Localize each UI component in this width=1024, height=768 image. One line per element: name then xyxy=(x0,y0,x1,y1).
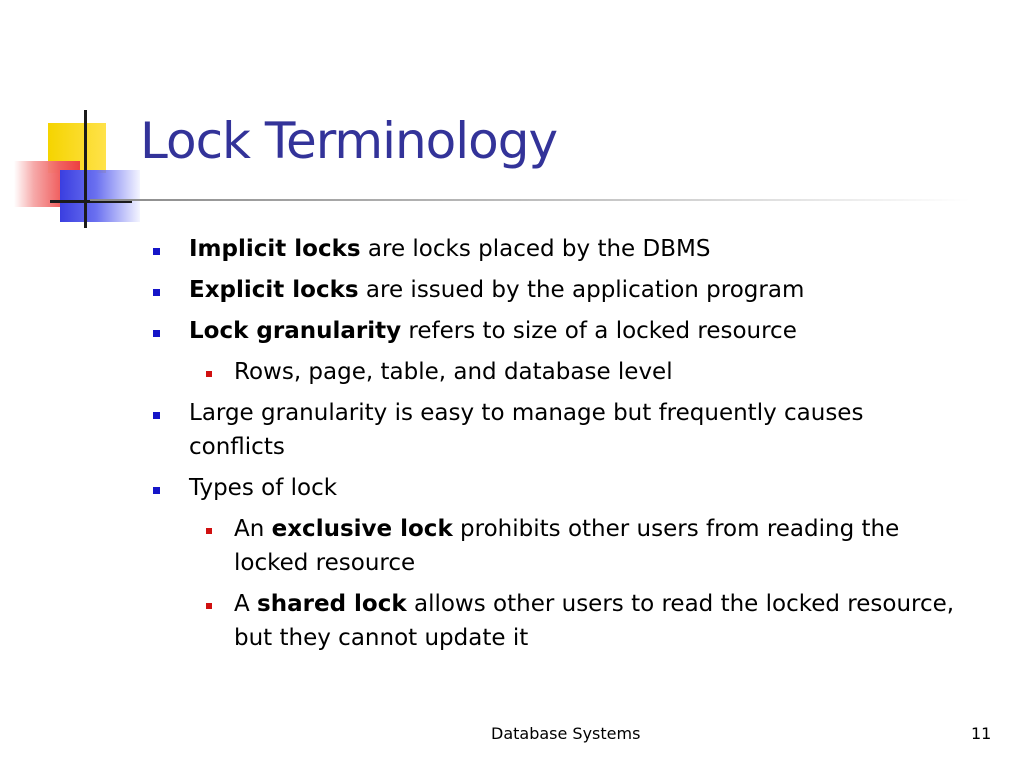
bullet-keyword: exclusive lock xyxy=(271,516,453,542)
logo-blue-square xyxy=(60,170,140,222)
bullet-text: are issued by the application program xyxy=(358,277,805,303)
bullet-text: Types of lock xyxy=(189,475,338,501)
bullet-item xyxy=(189,396,949,464)
bullet-square-icon xyxy=(153,330,160,337)
bullet-text: refers to size of a locked resource xyxy=(401,318,797,344)
bullet-item xyxy=(189,314,949,348)
bullet-prefix: An xyxy=(234,516,272,542)
bullet-item xyxy=(189,471,949,505)
bullet-square-icon xyxy=(153,412,160,419)
bullet-square-icon xyxy=(153,487,160,494)
sub-bullet-square-icon xyxy=(206,371,212,377)
logo-vertical-line xyxy=(84,110,87,228)
bullet-keyword: Lock granularity xyxy=(189,318,402,344)
decorative-logo xyxy=(0,100,150,240)
bullet-text: Large granularity is easy to manage but frequently causes conflicts xyxy=(189,400,864,460)
slide-number: 11 xyxy=(971,724,992,743)
sub-bullet-square-icon xyxy=(206,603,212,609)
bullet-list xyxy=(0,232,1024,662)
bullet-text: prohibits other users from reading the locked resource xyxy=(234,516,900,576)
bullet-prefix: A xyxy=(234,591,258,617)
bullet-square-icon xyxy=(153,248,160,255)
title-underline xyxy=(90,199,970,201)
bullet-keyword: Explicit locks xyxy=(189,277,359,303)
sub-bullet-item xyxy=(234,355,974,389)
sub-bullet-item xyxy=(234,512,974,580)
sub-bullet-square-icon xyxy=(206,528,212,534)
bullet-text: are locks placed by the DBMS xyxy=(360,236,711,262)
bullet-keyword: shared lock xyxy=(257,591,407,617)
bullet-square-icon xyxy=(153,289,160,296)
bullet-item xyxy=(189,232,949,266)
slide-title: Lock Terminology xyxy=(140,112,558,170)
bullet-text: Rows, page, table, and database level xyxy=(234,359,673,385)
footer-title: Database Systems xyxy=(491,724,641,743)
bullet-keyword: Implicit locks xyxy=(189,236,361,262)
bullet-item xyxy=(189,273,949,307)
bullet-text: allows other users to read the locked resource, but they cannot update it xyxy=(234,591,955,651)
sub-bullet-item xyxy=(234,587,974,655)
